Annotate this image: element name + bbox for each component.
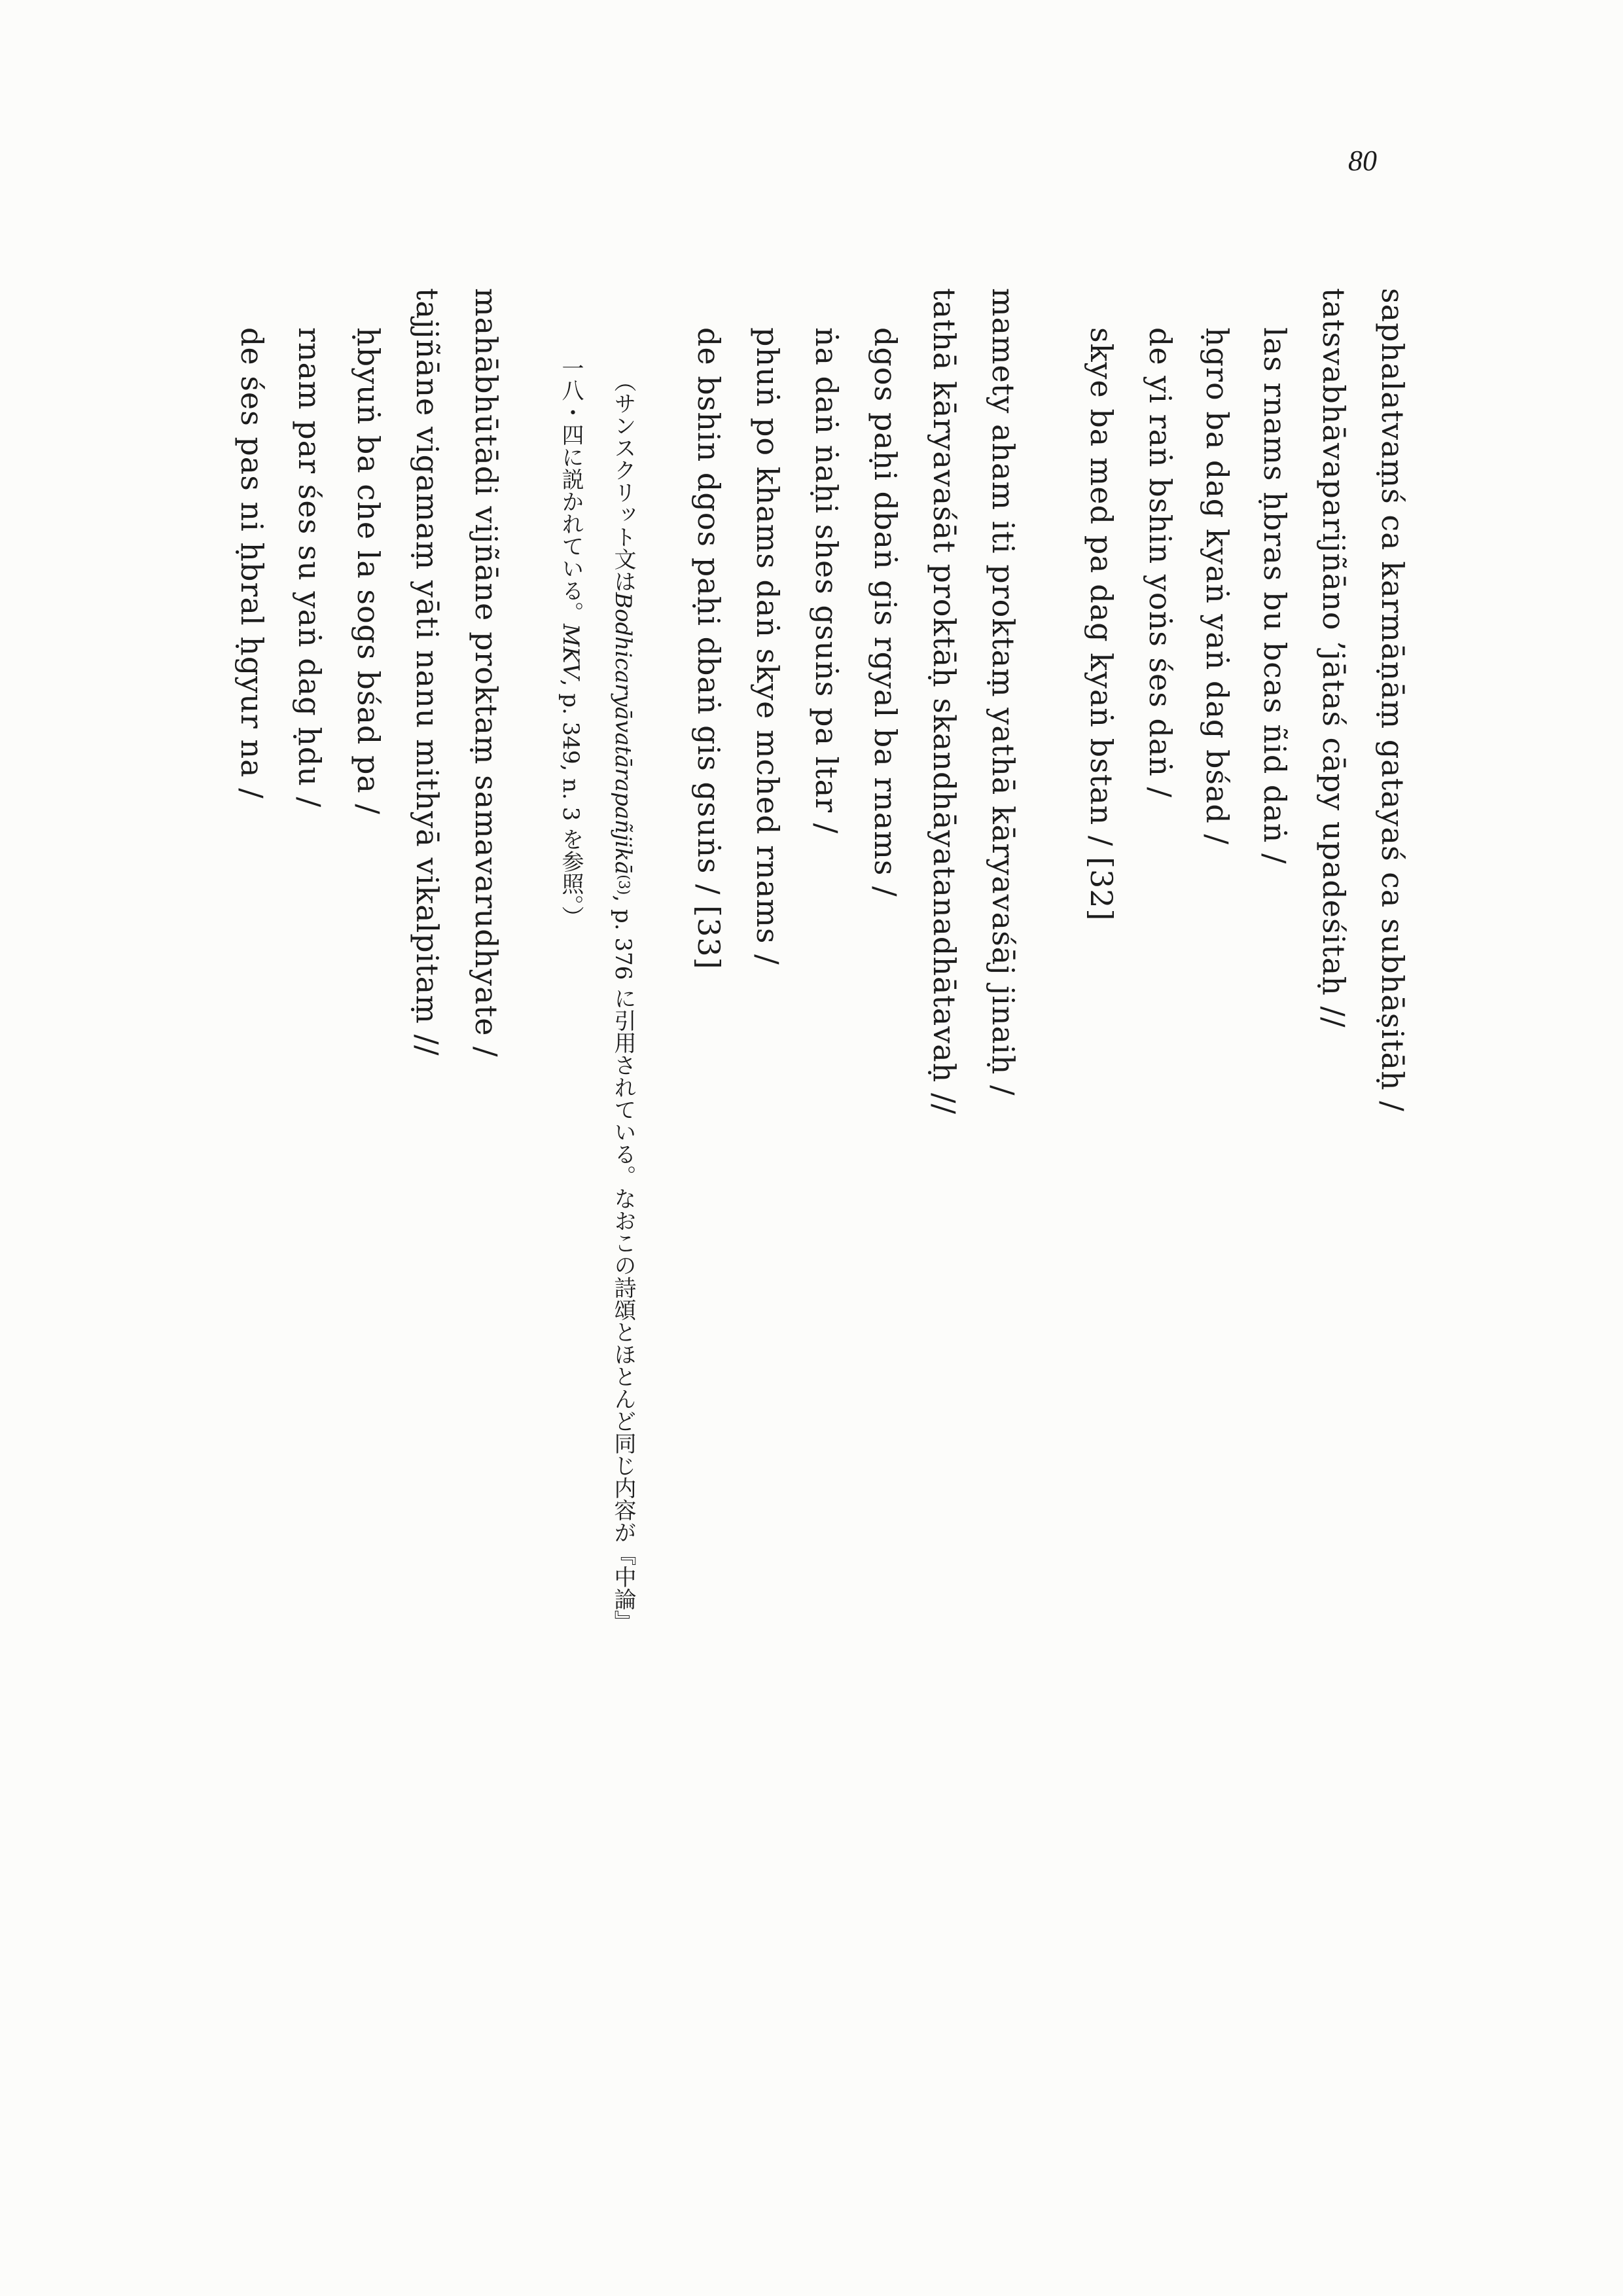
verse-line: dgos paḥi dbaṅ gis rgyal ba rnams / [868,327,903,897]
verse-line: mahābhūtādi vijñāne proktaṃ samavarudhyate / [469,288,504,1058]
verse-line: ḥbyuṅ ba che la sogs bśad pa / [351,327,386,815]
verse-line: saphalatvaṃś ca karmāṇāṃ gatayaś ca subhāṣitāḥ / [1375,288,1410,1112]
verse-line: tajjñāne vigamaṃ yāti nanu mithyā vikalpitaṃ // [410,288,445,1056]
footnote-line [612,370,634,1632]
abbreviation: MKV [558,624,584,679]
footnote-text: , p. 376 に引用されている。なおこの詩頌とほとんど同じ内容が『中論』 [610,895,636,1633]
footnote-text: 一八・四に説かれている。 [558,357,584,624]
verse-line: rnam par śes su yaṅ dag ḥdu / [292,327,327,808]
verse-line: phuṅ po khams daṅ skye mched rnams / [750,327,785,965]
footnote-text: （サンスクリット文は [610,370,636,592]
verse-line: mamety aham iti proktaṃ yathā kāryavaśāj jinaiḥ / [986,288,1021,1096]
footnote-marker: (3) [615,874,632,895]
work-title: Bodhicaryāvatārapañjikā [610,592,636,875]
footnote-text: , p. 349, n. 3 を参照。） [558,679,584,929]
verse-line: skye ba med pa dag kyaṅ bstan / [32] [1084,327,1119,922]
verse-line: de yi raṅ bshin yoṅs śes daṅ / [1143,327,1178,798]
verse-line: ṅa daṅ ṅaḥi shes gsuṅs pa ltar / [809,327,844,834]
verse-line: tatsvabhāvaparijñāno ’jātaś cāpy upadeśitaḥ // [1316,288,1351,1028]
verse-line: ḥgro ba dag kyaṅ yaṅ dag bśad / [1200,327,1235,845]
verse-line: las rnams ḥbras bu bcas ñid daṅ / [1257,327,1293,865]
footnote-line [560,357,582,928]
verse-line: de bshin dgos paḥi dbaṅ gis gsuṅs / [33] [691,327,726,970]
verse-line: de śes pas ni ḥbral ḥgyur na / [234,327,270,799]
verse-line: tathā kāryavaśāt proktāḥ skandhāyatanadhātavaḥ // [927,288,962,1115]
page-number: 80 [1348,145,1377,177]
